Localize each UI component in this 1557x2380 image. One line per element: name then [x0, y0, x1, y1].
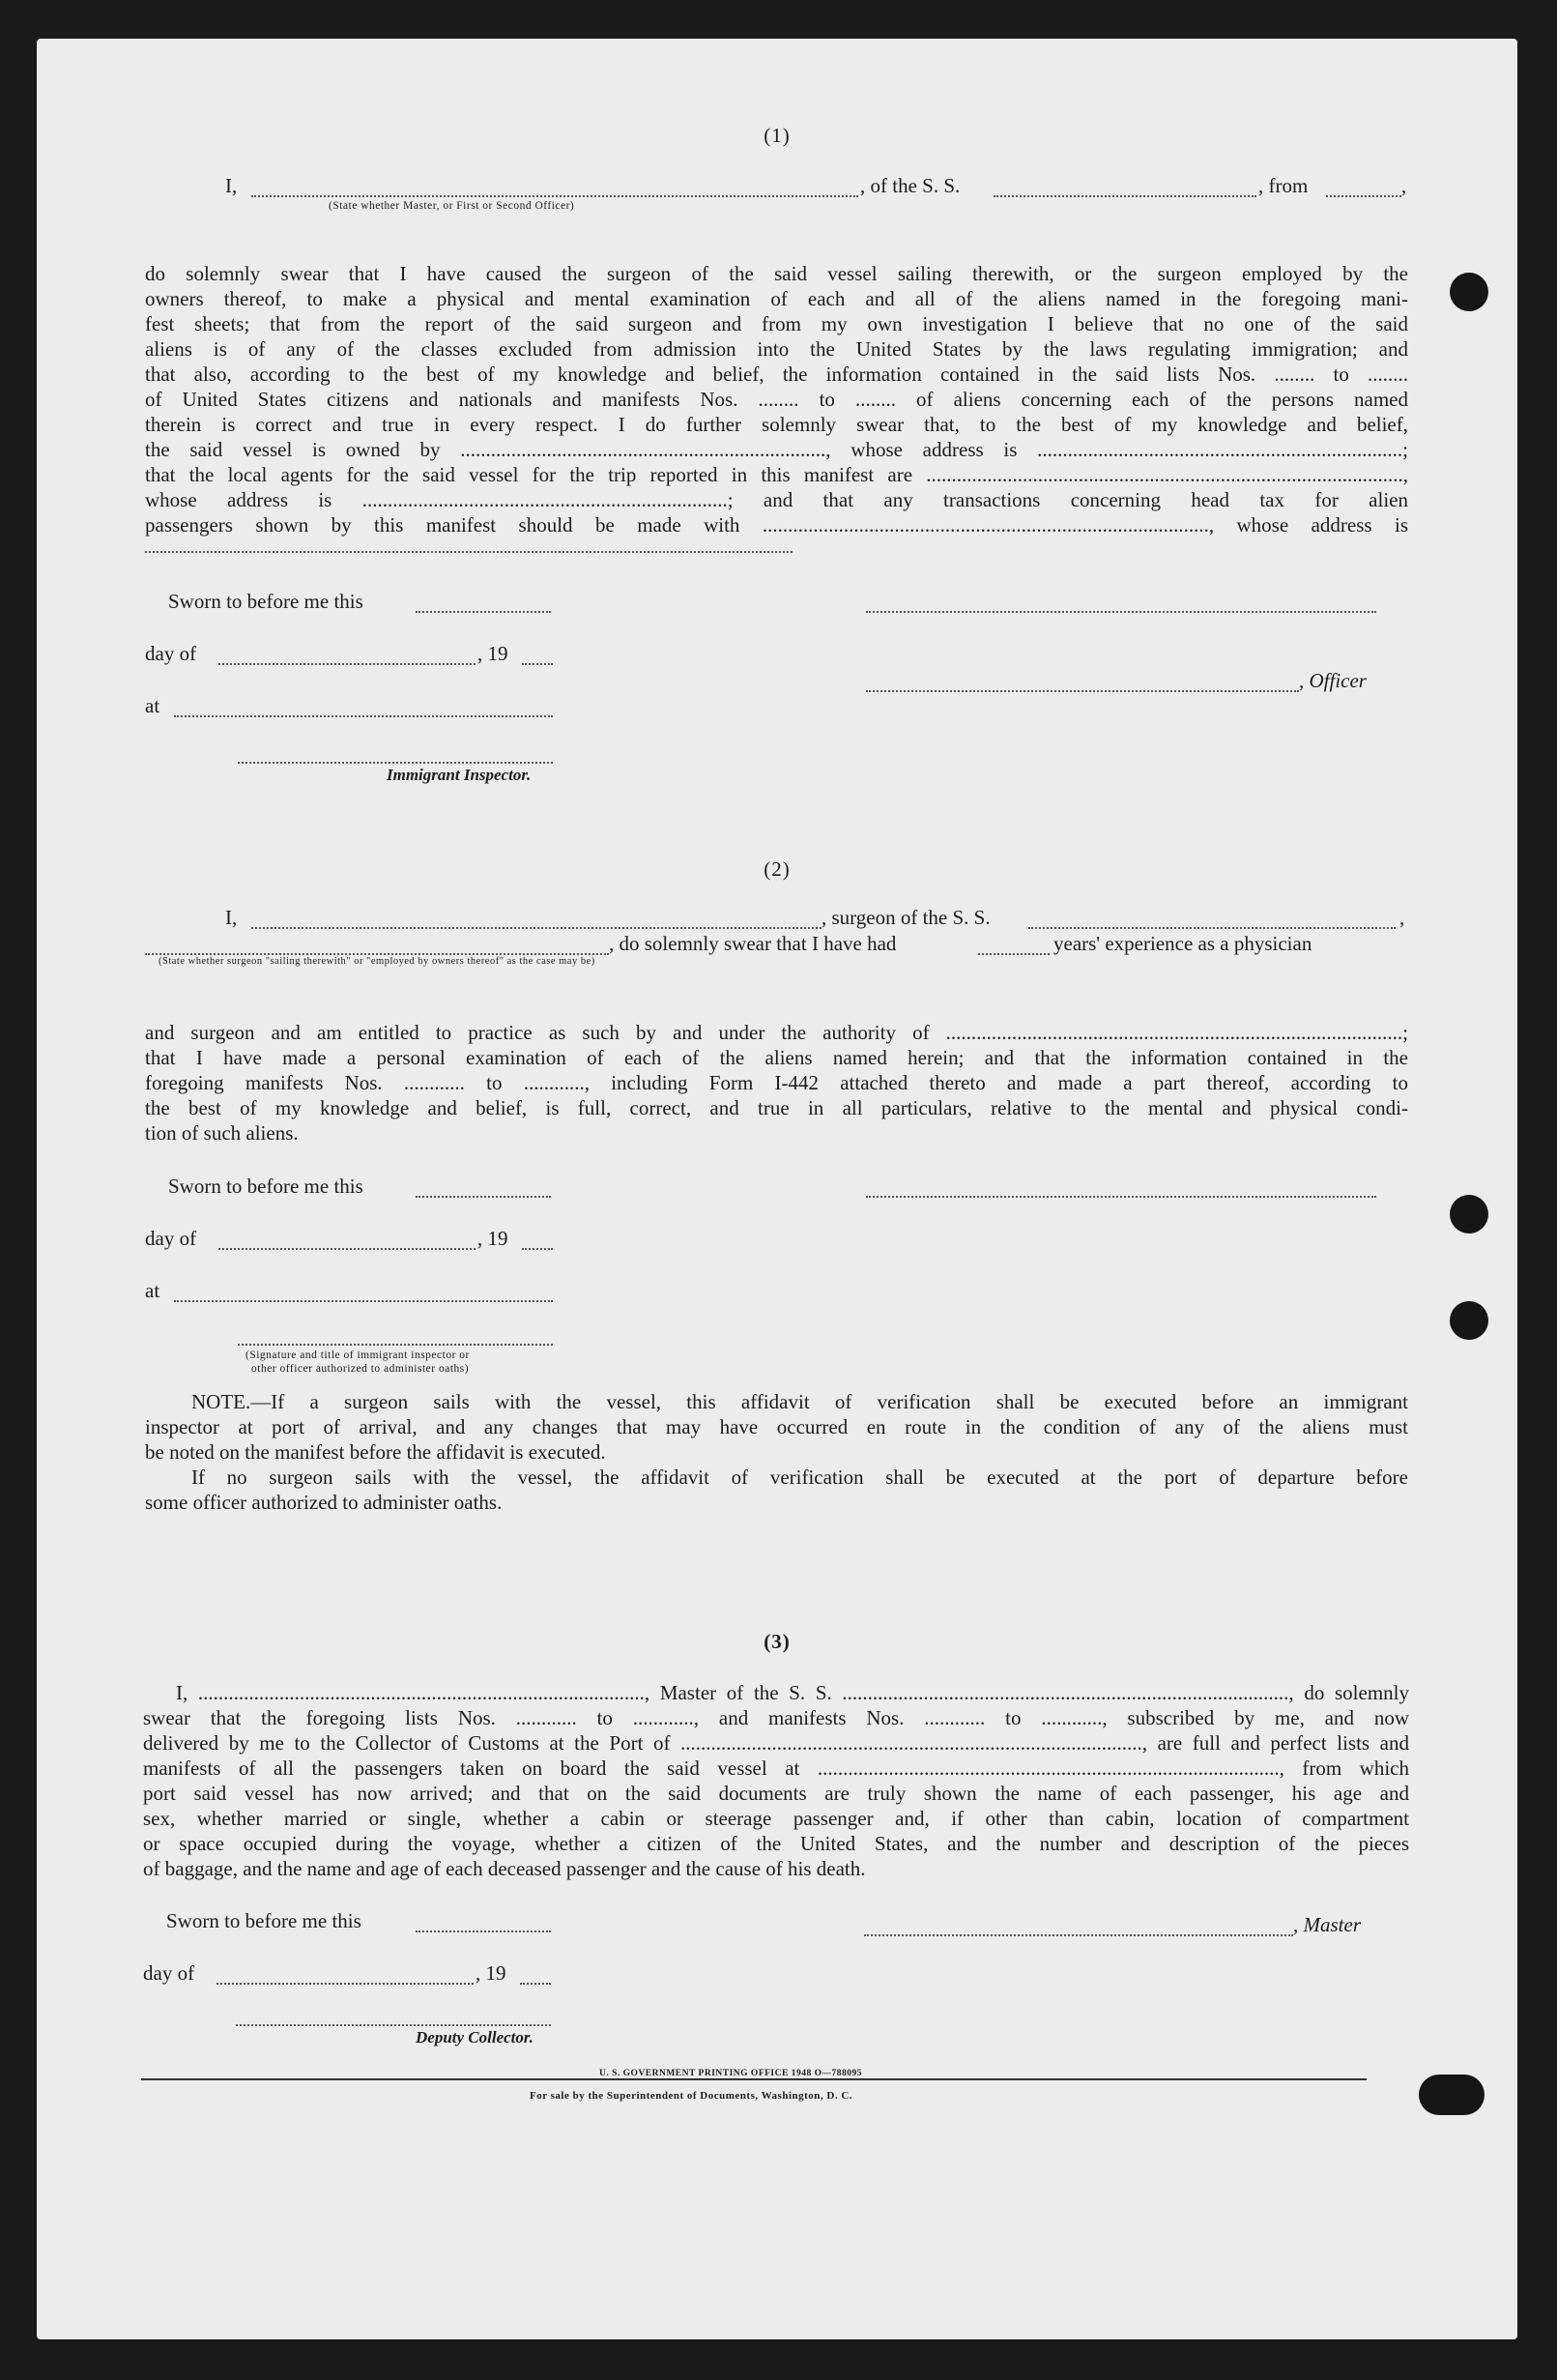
s2-ship-field[interactable] [1028, 927, 1396, 929]
s3-day-field[interactable] [216, 1983, 474, 1985]
s3-para-line: I, ........................................................................................, Master of the S. S. ........................................................................................, do solemnly [176, 1681, 1409, 1704]
s3-para-line: or space occupied during the voyage, whether a citizen of the United States, and the number and description of the pieces [143, 1832, 1409, 1855]
s3-para-line: of baggage, and the name and age of each deceased passenger and the cause of his death. [143, 1857, 866, 1880]
s1-from-label: , from [1258, 174, 1309, 197]
s3-para-line: port said vessel has now arrived; and that on the said documents are truly shown the name of each passenger, his age and [143, 1782, 1409, 1805]
s2-at-label: at [145, 1279, 160, 1302]
s2-sig-caption-1: (Signature and title of immigrant inspector or [245, 1350, 470, 1361]
s2-para-line: the best of my knowledge and belief, is full, correct, and true in all particulars, relative to the mental and physical condi- [145, 1096, 1408, 1119]
s3-day-of-label: day of [143, 1961, 195, 1985]
punch-hole [1419, 2075, 1485, 2115]
s2-years-field[interactable] [978, 953, 1050, 955]
section-1-number: (1) [764, 124, 791, 147]
s2-note-line: If no surgeon sails with the vessel, the affidavit of verification shall be executed at the port of departure before [191, 1466, 1408, 1489]
s2-caption: (State whether surgeon "sailing therewith" or "employed by owners thereof" as the case may be) [159, 956, 595, 967]
s1-signature-field[interactable] [866, 611, 1376, 613]
s1-para-line: aliens is of any of the classes excluded from admission into the United States by the laws regulating immigration; and [145, 337, 1408, 361]
s2-signature-field[interactable] [866, 1196, 1376, 1198]
s2-sworn-field[interactable] [416, 1196, 551, 1198]
s2-surgeon-type-field[interactable] [145, 953, 609, 955]
s2-note-line: some officer authorized to administer oaths. [145, 1491, 503, 1514]
s3-year-label: , 19 [476, 1961, 506, 1985]
s2-note-line: be noted on the manifest before the affidavit is executed. [145, 1440, 606, 1464]
s1-comma: , [1401, 174, 1407, 197]
s1-of-ss-label: , of the S. S. [860, 174, 961, 197]
s1-day-of-label: day of [145, 642, 197, 665]
s3-master-label: , Master [1293, 1913, 1361, 1936]
s1-day-field[interactable] [218, 663, 476, 665]
s1-para-line: that also, according to the best of my knowledge and belief, the information contained in the said lists Nos. ........ to ........ [145, 363, 1408, 386]
s3-sworn-field[interactable] [416, 1930, 551, 1932]
s2-day-field[interactable] [218, 1248, 476, 1250]
s2-sworn-label: Sworn to before me this [168, 1175, 363, 1198]
s2-para-line: tion of such aliens. [145, 1121, 299, 1145]
s1-sworn-field[interactable] [416, 611, 551, 613]
s1-para-line: passengers shown by this manifest should be made with ........................................................................................, whose address is [145, 513, 1408, 537]
s1-para-line: that the local agents for the said vessel for the trip reported in this manifest are .............................................................................................., [145, 463, 1408, 486]
s2-day-of-label: day of [145, 1227, 197, 1250]
s1-year-field[interactable] [522, 663, 553, 665]
section-2-number: (2) [764, 857, 791, 881]
s3-sworn-label: Sworn to before me this [166, 1909, 361, 1932]
s1-para-line: fest sheets; that from the report of the said surgeon and from my own investigation I believe that no one of the said [145, 312, 1408, 335]
s1-para-line: do solemnly swear that I have caused the surgeon of the said vessel sailing therewith, or the surgeon employed by the [145, 262, 1408, 285]
s2-i-label: I, [225, 906, 238, 929]
s1-i-label: I, [225, 174, 238, 197]
s2-para-line: that I have made a personal examination of each of the aliens named herein; and that the information contained in the [145, 1046, 1408, 1069]
s3-para-line: delivered by me to the Collector of Customs at the Port of ..........................................................................................., are full and perfect lists and [143, 1731, 1409, 1755]
s2-swear-label: , do solemnly swear that I have had [609, 932, 897, 955]
s2-surgeon-ss-label: , surgeon of the S. S. [822, 906, 991, 929]
s1-inspector-field[interactable] [238, 762, 553, 764]
s1-para-line: whose address is ........................................................................; and that any transactions concerning head tax for alien [145, 488, 1408, 511]
s3-deputy-label: Deputy Collector. [416, 2028, 533, 2046]
s3-year-field[interactable] [520, 1983, 551, 1985]
punch-hole [1450, 273, 1488, 311]
s1-ship-name-field[interactable] [994, 195, 1256, 197]
s3-deputy-field[interactable] [236, 2024, 551, 2026]
s1-para-line: the said vessel is owned by ........................................................................, whose address is ........................................................................; [145, 438, 1408, 461]
s1-para-line: owners thereof, to make a physical and mental examination of each and all of the aliens named in the foregoing mani- [145, 287, 1408, 310]
form-page [37, 39, 1517, 2339]
s2-year-field[interactable] [522, 1248, 553, 1250]
s3-para-line: manifests of all the passengers taken on board the said vessel at ..........................................................................................., from which [143, 1756, 1409, 1780]
sale-line: For sale by the Superintendent of Documents, Washington, D. C. [530, 2090, 853, 2102]
s2-comma: , [1399, 906, 1405, 929]
s3-master-field[interactable] [864, 1934, 1293, 1936]
s1-at-field[interactable] [174, 715, 553, 717]
s2-note-line: inspector at port of arrival, and any changes that may have occurred en route in the condition of any of the aliens must [145, 1415, 1408, 1438]
punch-hole [1450, 1301, 1488, 1340]
s1-caption: (State whether Master, or First or Second Officer) [329, 200, 575, 212]
printing-office-line: U. S. GOVERNMENT PRINTING OFFICE 1948 O—788095 [599, 2069, 862, 2078]
s3-para-line: sex, whether married or single, whether a cabin or steerage passenger and, if other than cabin, location of compartment [143, 1807, 1409, 1830]
s1-from-field[interactable] [1326, 195, 1401, 197]
s2-inspector-field[interactable] [238, 1344, 553, 1346]
s1-address-field[interactable] [145, 551, 793, 553]
s2-surgeon-name-field[interactable] [251, 927, 822, 929]
s1-officer-name-field[interactable] [251, 195, 858, 197]
s2-para-line: and surgeon and am entitled to practice as such by and under the authority of ..........................................................................................; [145, 1021, 1408, 1044]
s2-sig-caption-2: other officer authorized to administer oaths) [251, 1363, 470, 1375]
s2-year-label: , 19 [477, 1227, 508, 1250]
s1-at-label: at [145, 694, 160, 717]
s1-para-line: of United States citizens and nationals and manifests Nos. ........ to ........ of aliens concerning each of the persons named [145, 388, 1408, 411]
s1-para-line: therein is correct and true in every respect. I do further solemnly swear that, to the best of my knowledge and belief, [145, 413, 1408, 436]
s2-note-line: NOTE.—If a surgeon sails with the vessel, this affidavit of verification shall be executed before an immigrant [191, 1390, 1408, 1413]
s2-experience-label: years' experience as a physician [1053, 932, 1312, 955]
footer-rule [141, 2078, 1367, 2080]
s1-sworn-label: Sworn to before me this [168, 590, 363, 613]
s1-officer-field[interactable] [866, 690, 1299, 692]
s2-at-field[interactable] [174, 1300, 553, 1302]
s1-inspector-label: Immigrant Inspector. [387, 766, 532, 784]
s1-officer-label: , Officer [1299, 669, 1367, 692]
s1-year-label: , 19 [477, 642, 508, 665]
punch-hole [1450, 1195, 1488, 1234]
s2-para-line: foregoing manifests Nos. ............ to ............, including Form I-442 attached thereto and made a part thereof, according to [145, 1071, 1408, 1094]
s3-para-line: swear that the foregoing lists Nos. ............ to ............, and manifests Nos. ............ to ............, subscribed by me, and now [143, 1706, 1409, 1729]
section-3-number: (3) [764, 1630, 791, 1653]
